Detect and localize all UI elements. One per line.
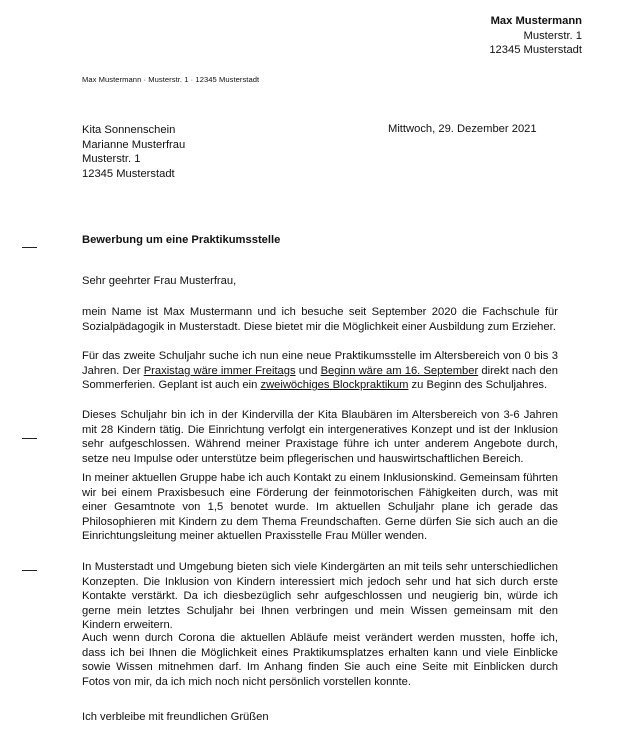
fold-mark-top <box>22 247 37 248</box>
closing-line: Ich verbleibe mit freundlichen Grüßen <box>82 711 269 723</box>
recipient-block <box>82 123 185 181</box>
return-address-line: Max Mustermann · Musterstr. 1 · 12345 Musterstadt <box>82 75 260 84</box>
underlined-practice-day: Praxistag wäre immer Freitags <box>143 364 296 377</box>
paragraph-inclusion-experience: In meiner aktuellen Gruppe habe ich auch Kontakt zu einem Inklusionskind. Gemeinsam führten wir bei einem Praxisbesuch eine Förderung der feinmotorischen Fähigkeiten durch, was mit einer Gesamtnote von 1,5 benotet wurde. Im aktuellen Schuljahr plane ich gerade das Philosophieren mit Kindern zu dem Thema Freundschaften. Gerne dürfen Sie sich auch an die Einrichtungsleitung meiner aktuellen Praxisstelle Frau Müller wenden. <box>82 472 558 543</box>
paragraph-motivation: In Musterstadt und Umgebung bieten sich viele Kindergärten an mit teils sehr unterschiedlichen Konzepten. Die Inklusion von Kindern interessiert mich jedoch sehr und hat sich durch erste Kontakte verstärkt. Da ich diesbezüglich sehr aufgeschlossen und neugierig bin, würde ich gerne mein letztes Schuljahr bei Ihnen verbringen und mein Wissen gemeinsam mit den Kindern erweitern. <box>82 561 558 632</box>
sender-street: Musterstr. 1 <box>523 29 582 42</box>
paragraph-internship-request <box>82 349 558 393</box>
paragraph-current-placement: Dieses Schuljahr bin ich in der Kindervilla der Kita Blaubären im Altersbereich von 3-6 Jahren mit 28 Kindern tätig. Die Einrichtung verfolgt ein intergeneratives Konzept und ist der Inklusion sehr aufgeschlossen. Während meiner Praxistage führe ich unter anderem Angebote durch, setze neu Impulse oder unterstütze beim pflegerischen und hauswirtschaftlichen Bereich. <box>82 409 558 465</box>
salutation: Sehr geehrter Frau Musterfrau, <box>82 275 237 287</box>
paragraph-intro: mein Name ist Max Mustermann und ich besuche seit September 2020 die Fachschule für Sozialpädagogik in Musterstadt. Diese bietet mir die Möglichkeit einer Ausbildung zum Erzieher. <box>82 306 558 333</box>
paragraph-text: direkt nach den Sommerferien. Geplant ist auch ein <box>82 364 558 392</box>
punch-mark <box>22 438 37 439</box>
fold-mark-bottom <box>22 570 37 571</box>
recipient-street: Musterstr. 1 <box>82 153 141 166</box>
paragraph-corona-attachment: Auch wenn durch Corona die aktuellen Abläufe meist verändert werden mussten, hoffe ich, dass ich bei Ihnen die Möglichkeit eines Praktikumsplatzes erhalten kann und viele Einblicke sowie Wissen mitnehmen darf. Im Anhang finden Sie auch eine Seite mit Einblicken durch Fotos von mir, da ich mich noch nicht persönlich vorstellen konnte. <box>82 632 558 688</box>
sender-city: 12345 Musterstadt <box>489 44 582 56</box>
paragraph-text: und <box>295 364 321 377</box>
subject-line: Bewerbung um eine Praktikumsstelle <box>82 234 281 246</box>
recipient-person: Marianne Musterfrau <box>82 138 186 151</box>
recipient-organization: Kita Sonnenschein <box>82 124 176 136</box>
letter-date: Mittwoch, 29. Dezember 2021 <box>388 123 537 135</box>
sender-block <box>489 14 582 58</box>
sender-name: Max Mustermann <box>490 15 582 27</box>
underlined-block-internship: zweiwöchiges Blockpraktikum <box>260 379 409 392</box>
underlined-start-date: Beginn wäre am 16. September <box>320 364 479 377</box>
recipient-city: 12345 Musterstadt <box>82 167 175 180</box>
paragraph-text: Für das zweite Schuljahr suche ich nun eine neue Praktikumsstelle im Altersbereich von 0 bis 3 Jahren. Der <box>82 350 558 377</box>
paragraph-text: zu Beginn des Schuljahres. <box>408 379 548 392</box>
